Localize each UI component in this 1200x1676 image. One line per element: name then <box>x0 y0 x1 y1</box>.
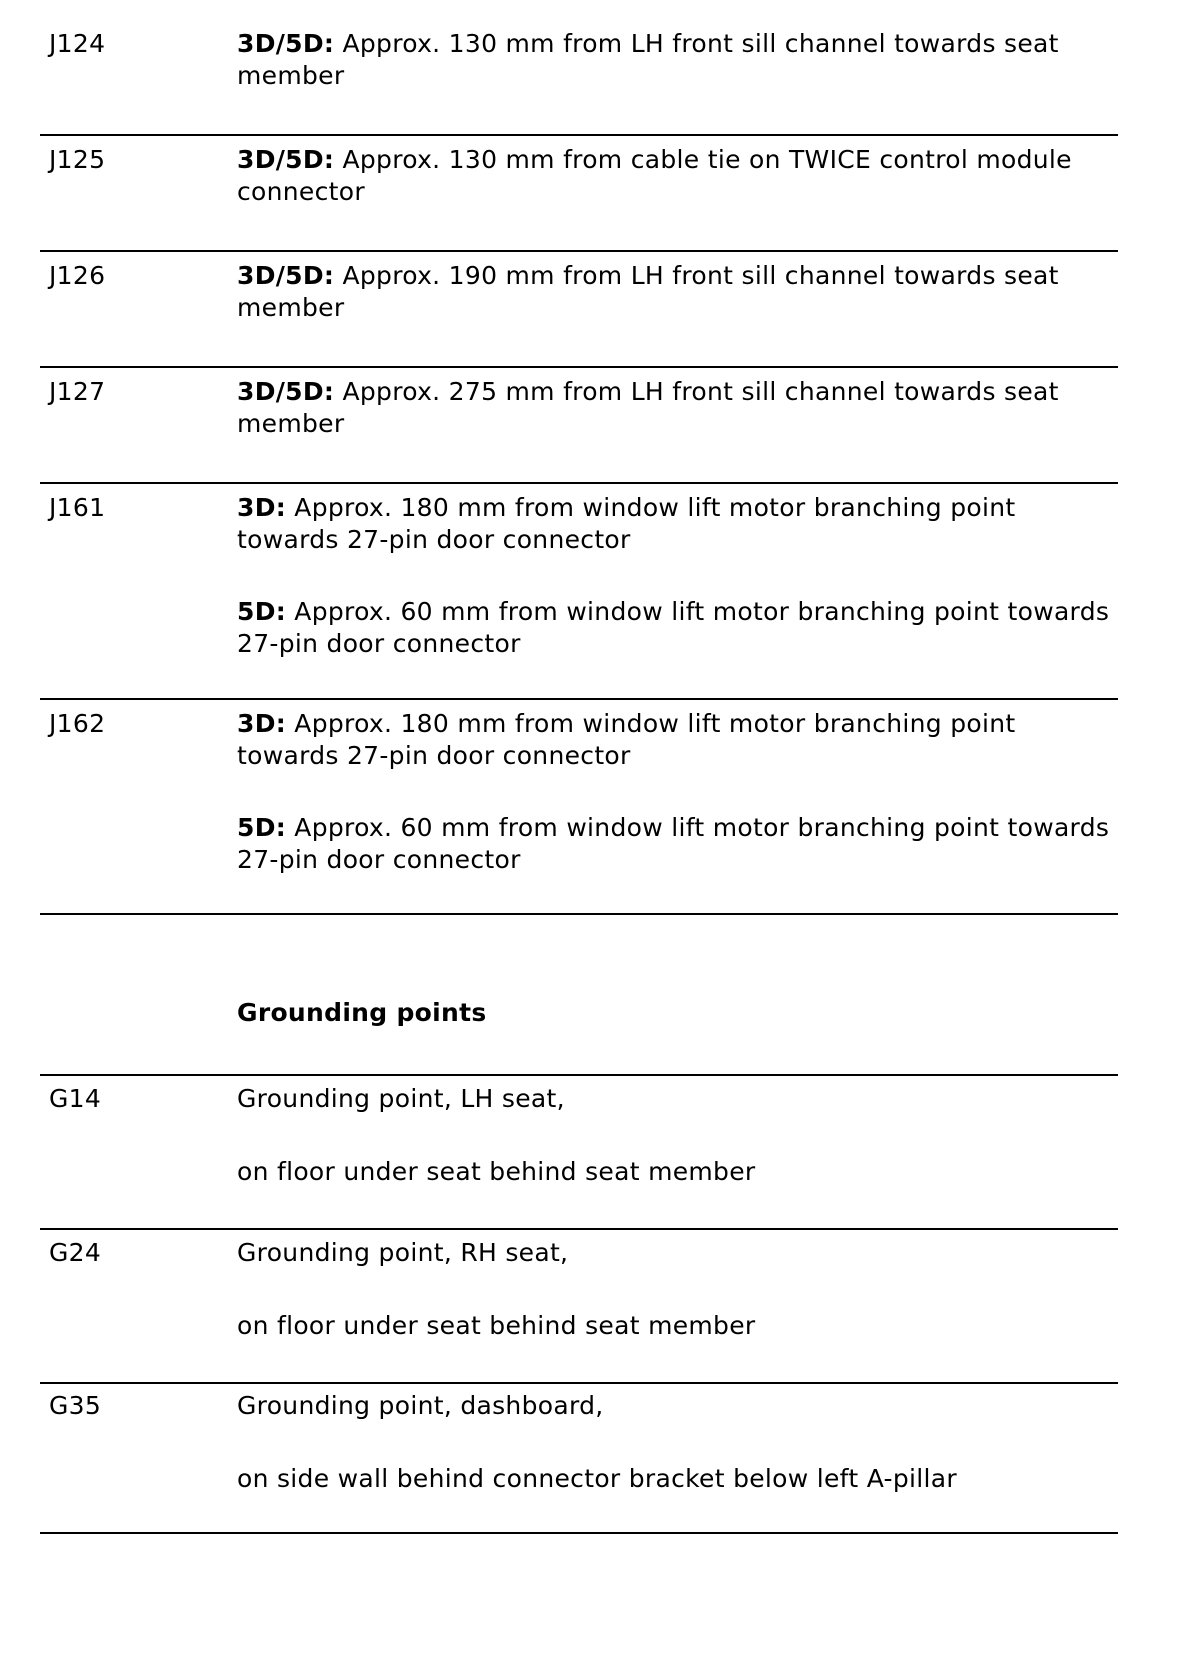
grounding-name: Grounding point, dashboard, <box>237 1391 604 1420</box>
location-paragraph <box>237 492 1117 556</box>
variant-label: 3D: <box>237 493 287 522</box>
junction-description <box>237 144 1117 208</box>
junction-code: J161 <box>49 493 106 522</box>
row-divider <box>40 1074 1118 1076</box>
grounding-code: G24 <box>49 1238 102 1267</box>
location-paragraph <box>237 28 1117 92</box>
grounding-location: on floor under seat behind seat member <box>237 1157 756 1186</box>
junction-description <box>237 708 1117 876</box>
row-divider <box>40 250 1118 252</box>
location-text: Approx. 130 mm from LH front sill channel towards seat member <box>237 29 1059 90</box>
grounding-location: on side wall behind connector bracket below left A-pillar <box>237 1464 957 1493</box>
location-paragraph <box>237 144 1117 208</box>
location-paragraph <box>237 708 1117 772</box>
section-heading: Grounding points <box>237 998 487 1027</box>
junction-code: J124 <box>49 29 106 58</box>
grounding-code: G14 <box>49 1084 102 1113</box>
location-paragraph <box>237 260 1117 324</box>
location-text: Approx. 275 mm from LH front sill channel towards seat member <box>237 377 1059 438</box>
variant-label: 3D: <box>237 709 287 738</box>
location-paragraph <box>237 812 1117 876</box>
grounding-description <box>237 1390 1117 1495</box>
location-paragraph <box>237 596 1117 660</box>
row-divider <box>40 1228 1118 1230</box>
location-text: Approx. 180 mm from window lift motor branching point towards 27-pin door connector <box>237 709 1016 770</box>
junction-description <box>237 260 1117 324</box>
location-text: Approx. 130 mm from cable tie on TWICE control module connector <box>237 145 1072 206</box>
grounding-code: G35 <box>49 1391 102 1420</box>
junction-code: J127 <box>49 377 106 406</box>
junction-code: J162 <box>49 709 106 738</box>
grounding-name: Grounding point, LH seat, <box>237 1084 565 1113</box>
junction-description <box>237 492 1117 660</box>
location-paragraph <box>237 376 1117 440</box>
location-text: Approx. 190 mm from LH front sill channel towards seat member <box>237 261 1059 322</box>
location-text: Approx. 60 mm from window lift motor branching point towards 27-pin door connector <box>237 813 1110 874</box>
row-divider <box>40 698 1118 700</box>
variant-label: 5D: <box>237 597 287 626</box>
location-text: Approx. 60 mm from window lift motor branching point towards 27-pin door connector <box>237 597 1110 658</box>
row-divider <box>40 1382 1118 1384</box>
grounding-description <box>237 1237 1117 1342</box>
grounding-name: Grounding point, RH seat, <box>237 1238 569 1267</box>
row-divider <box>40 134 1118 136</box>
row-divider <box>40 482 1118 484</box>
grounding-location: on floor under seat behind seat member <box>237 1311 756 1340</box>
variant-label: 3D/5D: <box>237 29 335 58</box>
grounding-description <box>237 1083 1117 1188</box>
row-divider <box>40 366 1118 368</box>
variant-label: 3D/5D: <box>237 377 335 406</box>
junction-description <box>237 28 1117 92</box>
location-text: Approx. 180 mm from window lift motor branching point towards 27-pin door connector <box>237 493 1016 554</box>
variant-label: 5D: <box>237 813 287 842</box>
row-divider <box>40 1532 1118 1534</box>
variant-label: 3D/5D: <box>237 145 335 174</box>
variant-label: 3D/5D: <box>237 261 335 290</box>
row-divider <box>40 913 1118 915</box>
junction-code: J126 <box>49 261 106 290</box>
junction-description <box>237 376 1117 440</box>
junction-code: J125 <box>49 145 106 174</box>
